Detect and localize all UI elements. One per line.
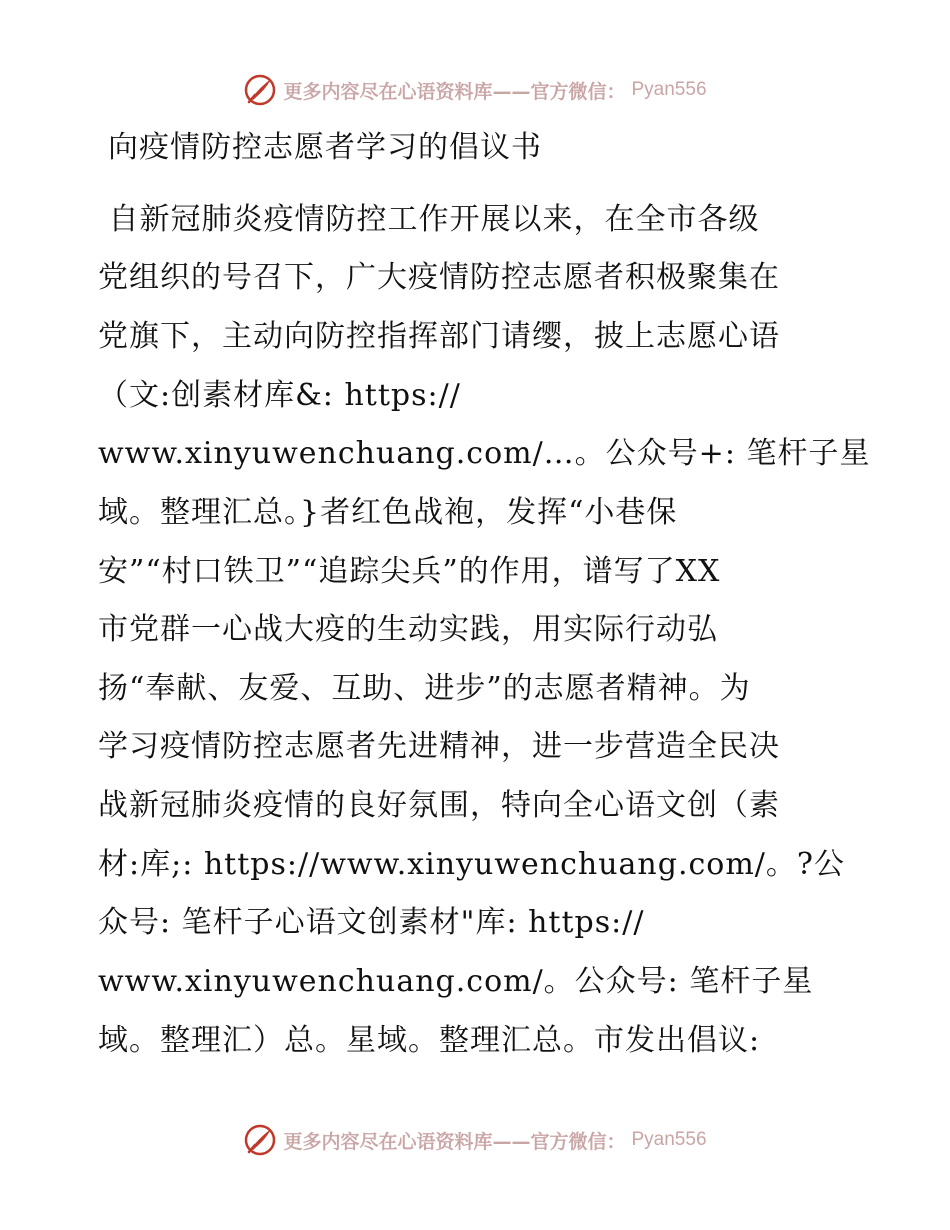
body-line: 党旗下，主动向防控指挥部门请缨，披上志愿心语 bbox=[98, 319, 780, 354]
body-line: 众号: 笔杆子心语文创素材"库: https:// bbox=[98, 905, 645, 940]
quill-logo-icon bbox=[243, 1123, 277, 1157]
body-line: www.xinyuwenchuang.com/。公众号: 笔杆子星 bbox=[98, 964, 814, 999]
body-line: 域。整理汇）总。星域。整理汇总。市发出倡议: bbox=[98, 1023, 761, 1058]
banner-site-text: 更多内容尽在心语资料库——官方微信： bbox=[283, 80, 626, 103]
document-title: 向疫情防控志愿者学习的倡议书 bbox=[108, 130, 542, 165]
body-line: 域。整理汇总。}者红色战袍，发挥“小巷保 bbox=[98, 495, 678, 530]
body-line: 市党群一心战大疫的生动实践，用实际行动弘 bbox=[98, 612, 718, 647]
body-line: （文:创素材库&: https:// bbox=[98, 378, 461, 413]
body-line: www.xinyuwenchuang.com/…。公众号+: 笔杆子星 bbox=[98, 436, 871, 471]
body-line: 党组织的号召下，广大疫情防控志愿者积极聚集在 bbox=[98, 260, 780, 295]
body-line: 战新冠肺炎疫情的良好氛围，特向全心语文创（素 bbox=[98, 788, 780, 823]
header-banner bbox=[0, 70, 950, 110]
body-line: 安”“村口铁卫”“追踪尖兵”的作用，谱写了XX bbox=[98, 554, 721, 589]
body-line: 自新冠肺炎疫情防控工作开展以来，在全市各级 bbox=[98, 202, 760, 237]
body-line: 材:库;: https://www.xinyuwenchuang.com/。?公 bbox=[98, 847, 845, 882]
quill-logo-icon bbox=[243, 73, 277, 107]
banner-contact: Pyan556 bbox=[631, 79, 707, 100]
banner-site-text: 更多内容尽在心语资料库——官方微信： bbox=[283, 1130, 626, 1153]
footer-banner bbox=[0, 1120, 950, 1160]
body-line: 学习疫情防控志愿者先进精神，进一步营造全民决 bbox=[98, 729, 780, 764]
body-line: 扬“奉献、友爱、互助、进步”的志愿者精神。为 bbox=[98, 671, 751, 706]
banner-contact: Pyan556 bbox=[631, 1129, 707, 1150]
